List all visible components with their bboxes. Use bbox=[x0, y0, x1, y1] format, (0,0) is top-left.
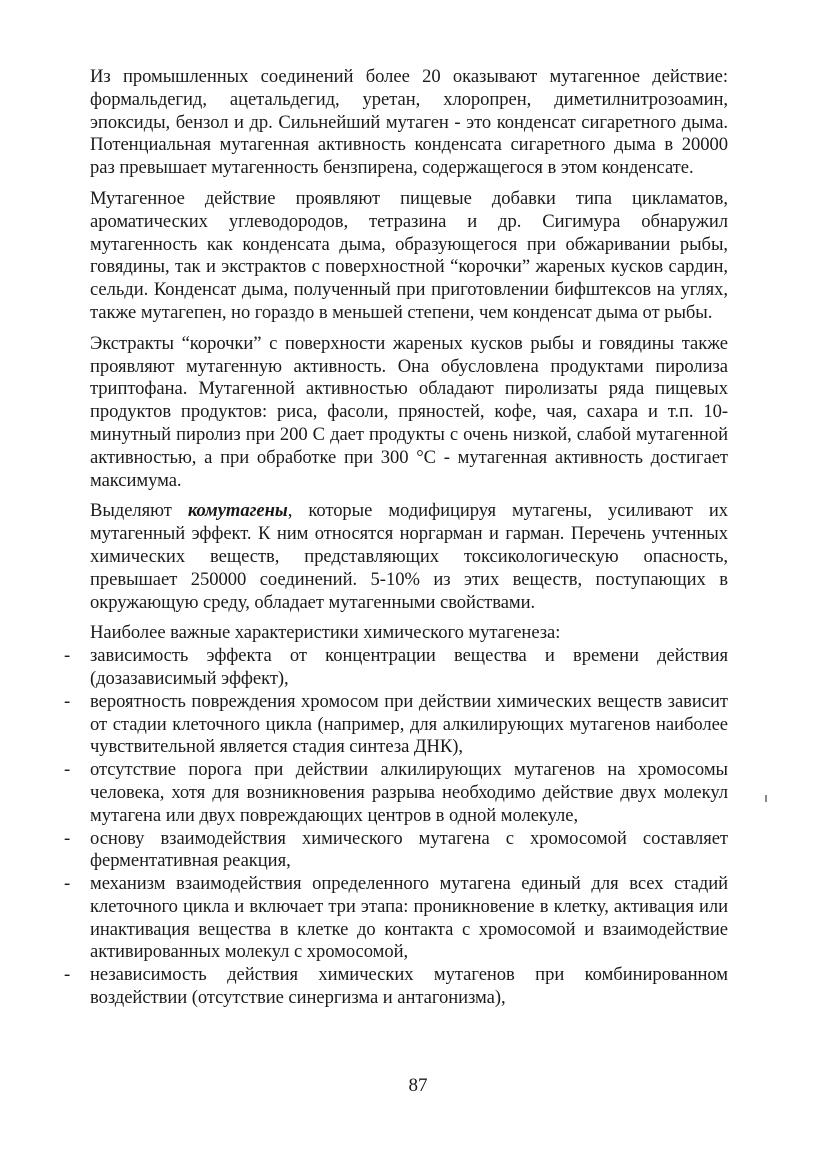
list-item bbox=[64, 827, 728, 874]
page-body bbox=[64, 66, 728, 1010]
list-dash: - bbox=[64, 759, 71, 781]
list-item bbox=[64, 645, 728, 691]
paragraph-food-additives: Мутагенное действие проявляют пищевые добавки типа цикламатов, ароматических углеводородов, тетразина и др. Сигимура обнаружил мутагенность как конденсата дыма, образующегося при обжаривании рыбы, говядины, так и экстрактов с поверхностной “корочки” жареных кусков сардин, сельди. Конденсат дыма, полученный при приготовлении бифштексов на углях, также мутагепен, но гораздо в меньшей степени, чем конденсат дыма от рыбы. bbox=[90, 187, 728, 323]
list-item-text: основу взаимодействия химического мутагена с хромосомой составляет ферментативная реакция, bbox=[90, 827, 728, 872]
list-dash: - bbox=[64, 690, 71, 712]
list-item bbox=[64, 873, 728, 964]
list-dash: - bbox=[64, 873, 71, 895]
list-dash: - bbox=[64, 964, 71, 986]
scan-speck bbox=[765, 795, 767, 802]
comutagens-term: комутагены bbox=[187, 500, 288, 522]
list-item-text: независимость действия химических мутагенов при комбинированном воздействии (отсутствие синергизма и антагонизма), bbox=[90, 964, 728, 1009]
characteristics-list bbox=[64, 645, 728, 1010]
paragraph-crust-extracts: Экстракты “корочки” с поверхности жареных кусков рыбы и говядины также проявляют мутагенную активность. Она обусловлена продуктами пиролиза триптофана. Мутагенной активностью обладают пиролизаты ряда пищевых продуктов продуктов: риса, фасоли, пряностей, кофе, чая, сахара и т.п. 10-минутный пиролиз при 200 С дает продукты с очень низкой, слабой мутагенной активностью, а при обработке при 300 °С - мутагенная активность достигает максимума. bbox=[90, 332, 728, 491]
list-item-text: механизм взаимодействия определенного мутагена единый для всех стадий клеточного цикла и включает три этапа: проникновение в клетку, активация или инактивация вещества в клетке до контакта с хромосомой и взаимодействие активированных молекул с хромосомой, bbox=[90, 873, 728, 963]
page-number: 87 bbox=[408, 1075, 428, 1096]
list-dash: - bbox=[64, 645, 71, 667]
list-item bbox=[64, 690, 728, 759]
list-intro: Наиболее важные характеристики химического мутагенеза: bbox=[90, 622, 561, 644]
list-item bbox=[64, 964, 728, 1010]
comutagens-rest-text: , которые модифицируя мутагены, усиливают их мутагенный эффект. К ним относятся норгарман и гарман. Перечень учтенных химических веществ, представляющих токсикологическую опасность, превышает 250000 соединений. 5-10% из этих веществ, поступающих в окружающую среду, обладает мутагенными свойствами. bbox=[90, 500, 728, 613]
list-item bbox=[64, 759, 728, 827]
list-item-text: зависимость эффекта от концентрации вещества и времени действия (дозазависимый эффект), bbox=[90, 645, 728, 689]
list-item-text: вероятность повреждения хромосом при действии химических веществ зависит от стадии клеточного цикла (например, для алкилирующих мутагенов наиболее чувствительной является стадия синтеза ДНК), bbox=[90, 690, 728, 758]
list-item-text: отсутствие порога при действии алкилирующих мутагенов на хромосомы человека, хотя для возникновения разрыва необходимо действие двух молекул мутагена или двух повреждающих центров в одной молекуле, bbox=[90, 759, 728, 826]
list-dash: - bbox=[64, 827, 71, 849]
comutagens-lead-text: Выделяют bbox=[90, 500, 188, 522]
paragraph-comutagens bbox=[90, 500, 728, 614]
paragraph-industrial-compounds: Из промышленных соединений более 20 оказывают мутагенное действие: формальдегид, ацетальдегид, уретан, хлоропрен, диметилнитрозоамин, эпоксиды, бензол и др. Сильнейший мутаген - это конденсат сигаретного дыма. Потенциальная мутагенная активность конденсата сигаретного дыма в 20000 раз превышает мутагенность бензпирена, содержащегося в этом конденсате. bbox=[90, 66, 728, 179]
